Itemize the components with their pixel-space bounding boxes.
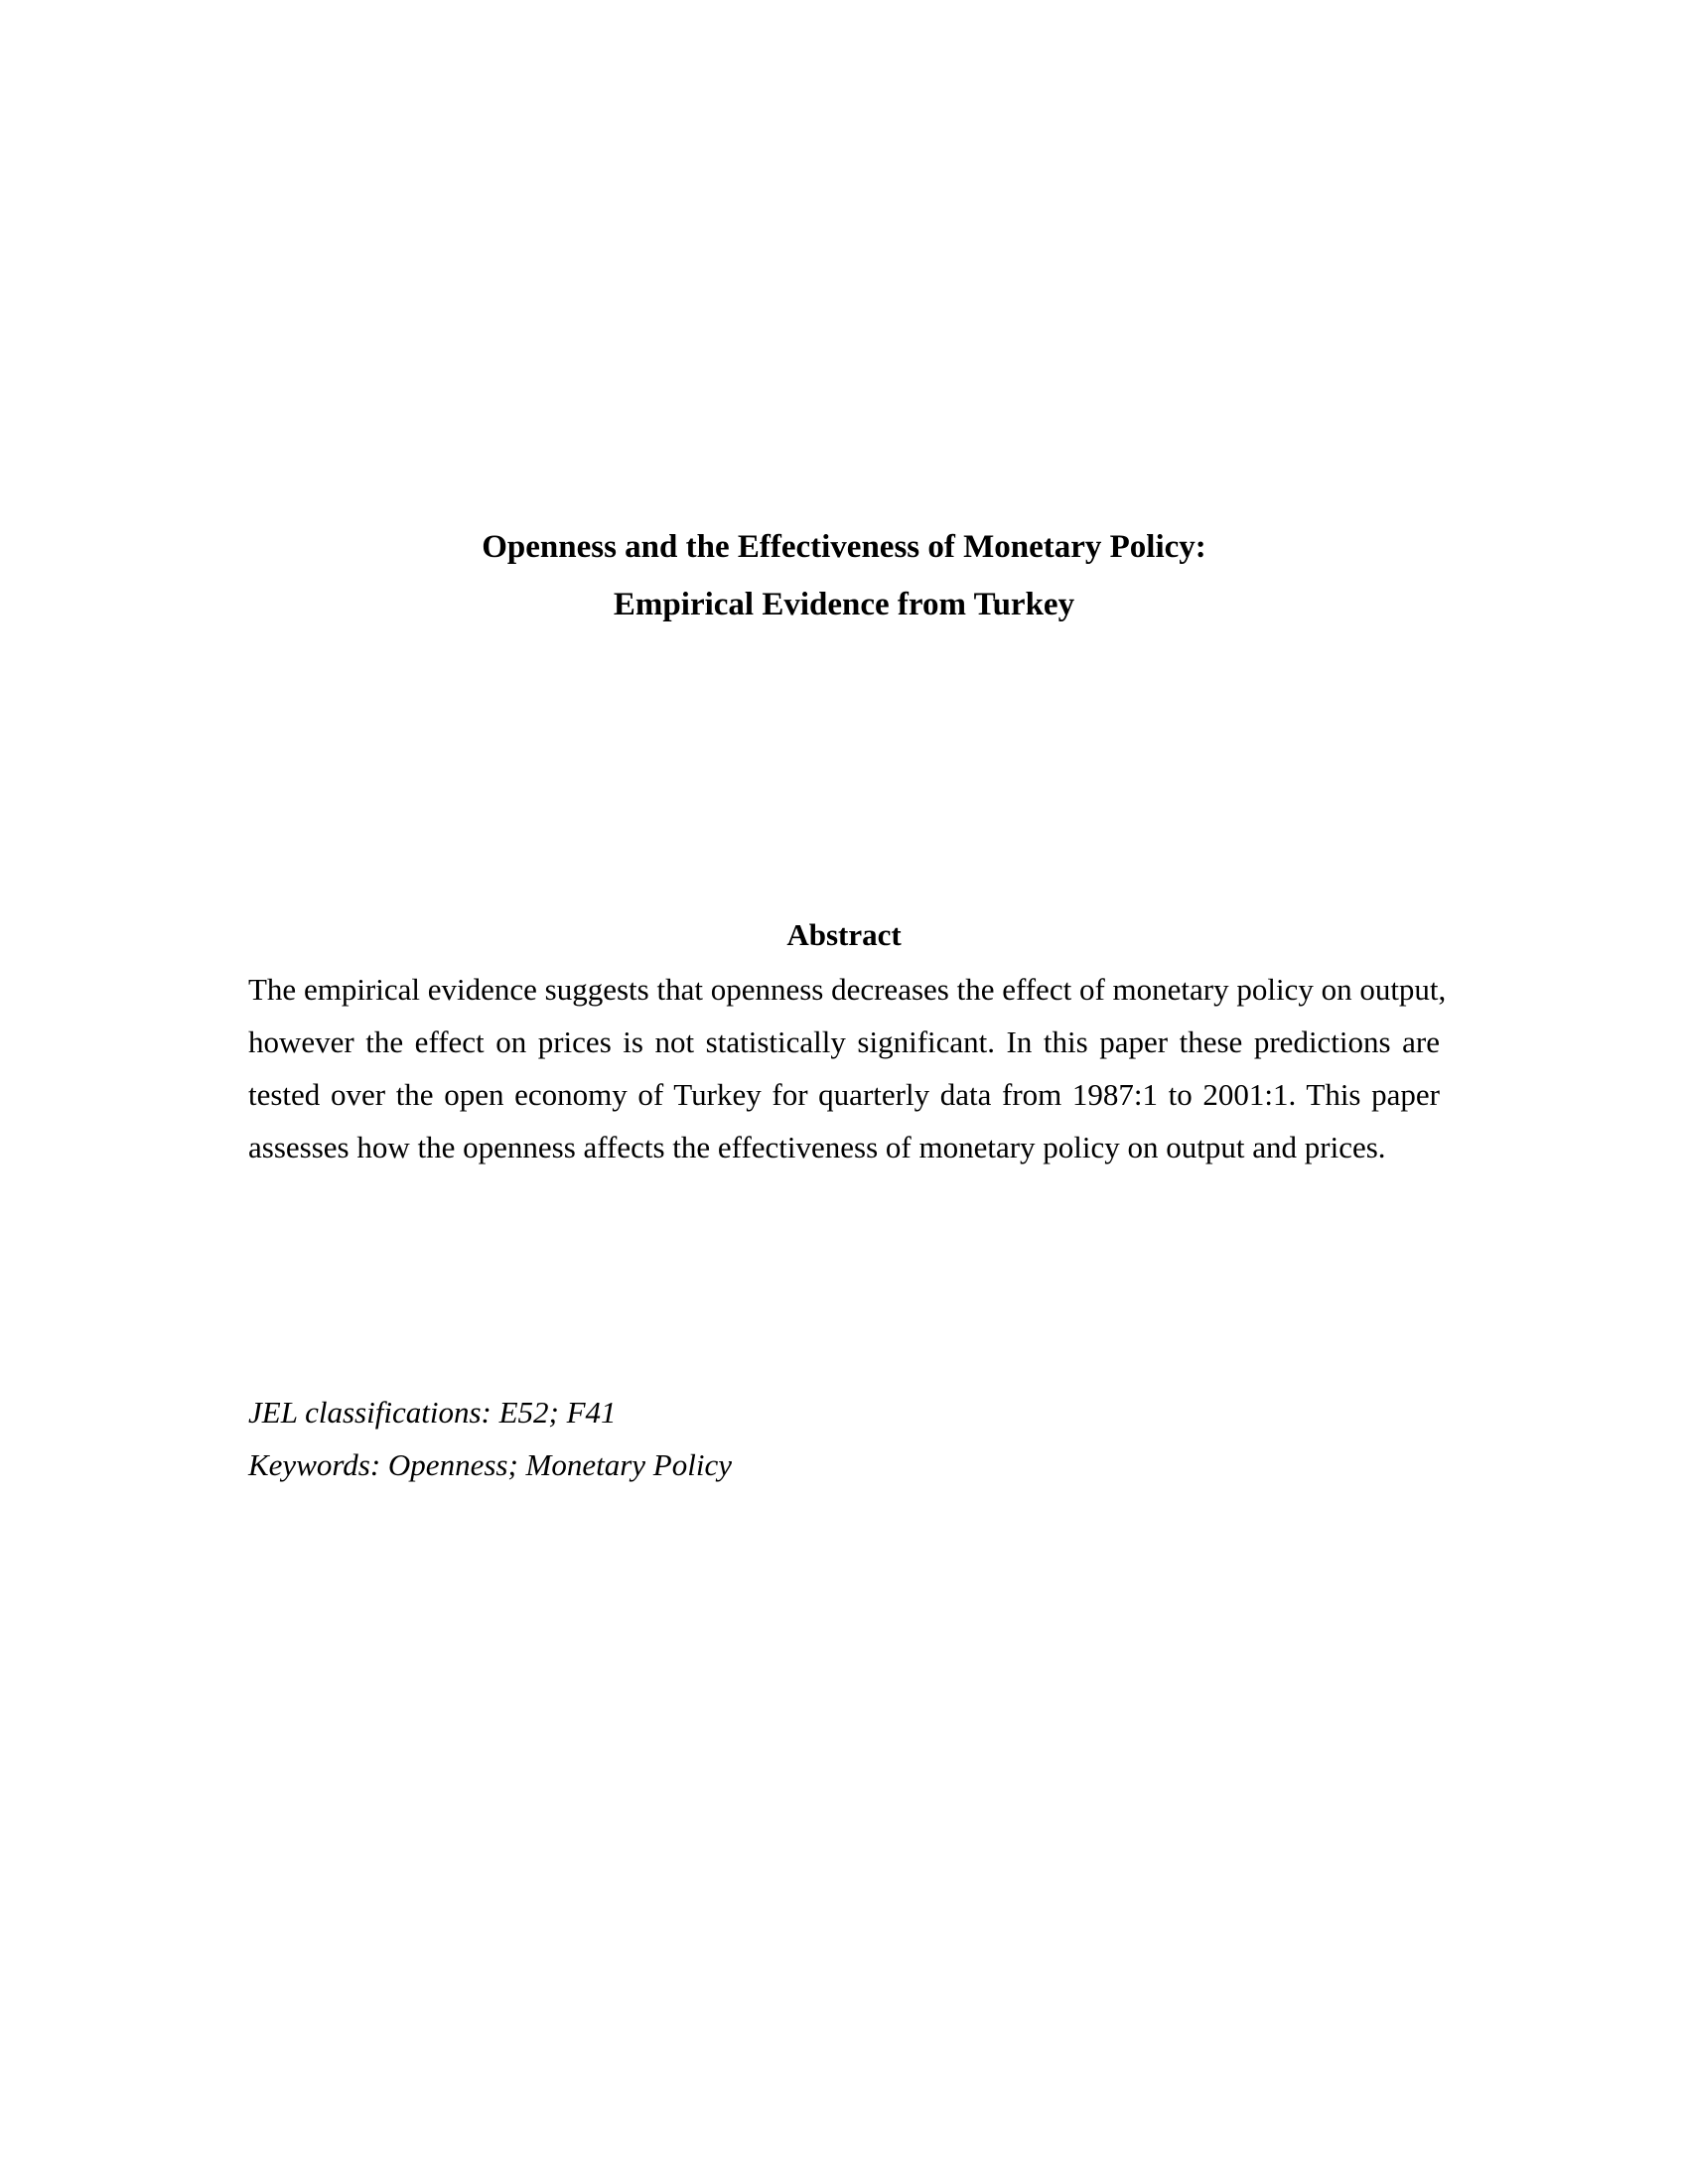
abstract-body xyxy=(248,963,1447,1173)
abstract-line-4: assesses how the openness affects the effectiveness of monetary policy on output and prices. xyxy=(248,1130,1386,1164)
title-line-1: Openness and the Effectiveness of Monetary Policy: xyxy=(482,529,1206,565)
paper-title xyxy=(0,518,1688,633)
abstract-line-1: The empirical evidence suggests that openness decreases the effect of monetary policy on output, xyxy=(248,972,1447,1007)
abstract-heading: Abstract xyxy=(786,917,902,952)
abstract-line-3: tested over the open economy of Turkey for quarterly data from 1987:1 to 2001:1. This paper xyxy=(248,1077,1440,1112)
classification-block xyxy=(248,1386,732,1491)
title-line-2: Empirical Evidence from Turkey xyxy=(613,587,1075,622)
abstract-line-2: however the effect on prices is not statistically significant. In this paper these predictions are xyxy=(248,1024,1440,1059)
jel-classifications: JEL classifications: E52; F41 xyxy=(248,1395,617,1430)
keywords: Keywords: Openness; Monetary Policy xyxy=(248,1447,732,1482)
